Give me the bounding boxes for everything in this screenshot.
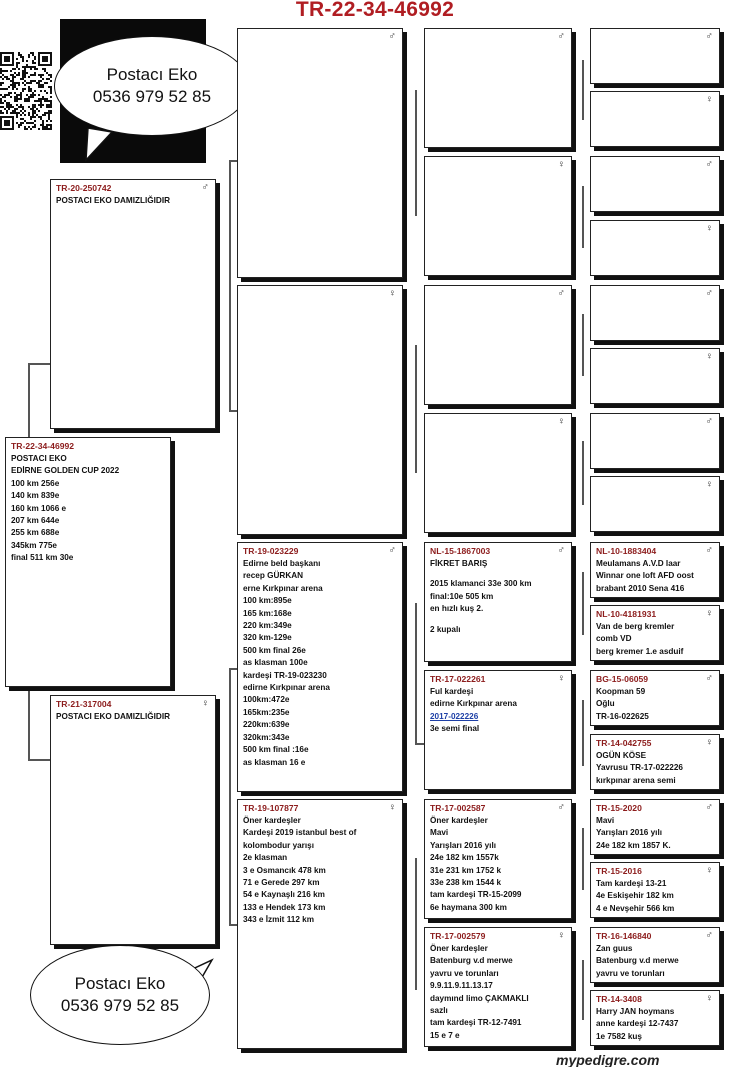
female-icon: ♀: [557, 930, 565, 941]
contact-phone: 0536 979 52 85: [92, 87, 212, 106]
connector-line: [582, 572, 584, 635]
bubble-tail-top: [82, 128, 122, 164]
pedigree-note-line: 140 km 839e: [11, 491, 60, 501]
connector-line: [28, 687, 30, 759]
male-icon: ♂: [557, 31, 565, 42]
male-icon: ♂: [201, 182, 209, 193]
connector-line: [582, 828, 584, 890]
ring-number: TR-14-042755: [596, 738, 652, 748]
male-icon: ♂: [705, 31, 713, 42]
pedigree-notes: [596, 943, 715, 980]
pedigree-box-g5-12: [590, 734, 720, 790]
pedigree-note-line: Tam kardeşi 13-21: [596, 879, 667, 888]
pedigree-note-line: kırkpınar arena semi: [596, 775, 676, 785]
pedigree-notes: [430, 558, 567, 636]
male-icon: ♂: [388, 545, 396, 556]
pedigree-note-line: tam kardeşi TR-12-7491: [430, 1018, 522, 1028]
male-icon: ♂: [705, 545, 713, 556]
female-icon: ♀: [557, 673, 565, 684]
pedigree-box-g5-10: [590, 605, 720, 661]
pedigree-note-line: 2015 klamanci 33e 300 km: [430, 579, 532, 589]
connector-line: [582, 60, 584, 120]
pedigree-note-line: 500 km final 26e: [243, 645, 306, 655]
pedigree-box-sire-dam: [237, 285, 403, 535]
pedigree-note-line: Oğlu: [596, 699, 615, 709]
pedigree-note-line: 2e klasman: [243, 853, 288, 863]
pedigree-note-line: sazlı: [430, 1006, 448, 1016]
pedigree-note-line: Öner kardeşler: [430, 944, 488, 953]
pedigree-box-sire-sire: [237, 28, 403, 278]
pedigree-notes: [596, 621, 715, 658]
contact-name: Postacı Eko: [74, 974, 166, 993]
pedigree-notes: [56, 711, 211, 723]
pedigree-note-line: kolombodur yarışı: [243, 840, 314, 850]
pedigree-notes: [596, 1006, 715, 1043]
pedigree-box-dss: [424, 542, 572, 662]
pedigree-note-line: as klasman 16 e: [243, 757, 306, 767]
pedigree-notes: [596, 558, 715, 595]
pedigree-note-line: as klasman 100e: [243, 658, 308, 668]
ring-number: TR-19-023229: [243, 546, 299, 556]
female-icon: ♀: [705, 479, 713, 490]
pedigree-note-line: [430, 570, 567, 578]
male-icon: ♂: [705, 159, 713, 170]
connector-line: [582, 441, 584, 505]
connector-line: [229, 668, 231, 924]
pedigree-box-sds: [424, 285, 572, 405]
pedigree-note-line: Yarışları 2016 yılı: [430, 840, 497, 850]
pedigree-box-ddd: [424, 927, 572, 1047]
pedigree-box-g5-4: [590, 220, 720, 276]
pedigree-note-line: Koopman 59: [596, 687, 646, 696]
pedigree-box-sire: [50, 179, 216, 429]
pedigree-note-line: POSTACI EKO DAMIZLIĞIDIR: [56, 712, 171, 721]
ring-number: BG-15-06059: [596, 674, 649, 684]
ring-number: TR-14-3408: [596, 994, 642, 1004]
pedigree-note-line: Mavi: [430, 828, 449, 838]
pedigree-box-dsd: [424, 670, 572, 790]
ring-number: TR-17-002579: [430, 931, 486, 941]
ring-number: TR-17-022261: [430, 674, 486, 684]
pedigree-note-line: Batenburg v.d merwe: [596, 956, 679, 966]
male-icon: ♂: [705, 930, 713, 941]
pedigree-note-line: 4e Eskişehir 182 km: [596, 891, 674, 901]
ring-number: NL-10-1883404: [596, 546, 657, 556]
pedigree-note-line: 220km:639e: [243, 720, 290, 730]
contact-bubble-bottom: [30, 945, 210, 1045]
pedigree-note-line: 343 e İzmit 112 km: [243, 915, 315, 925]
pedigree-box-sss: [424, 28, 572, 148]
pedigree-note-line: Öner kardeşler: [243, 816, 301, 825]
male-icon: ♂: [705, 673, 713, 684]
contact-phone: 0536 979 52 85: [60, 996, 180, 1015]
pedigree-note-line: berg kremer 1.e asduif: [596, 646, 684, 656]
pedigree-note-line: 54 e Kaynaşlı 216 km: [243, 890, 325, 900]
pedigree-note-line: 500 km final :16e: [243, 745, 309, 755]
pedigree-note-line: 2 kupalı: [430, 624, 461, 634]
ring-number: TR-17-002587: [430, 803, 486, 813]
pedigree-note-line: EDİRNE GOLDEN CUP 2022: [11, 466, 120, 476]
pedigree-box-g5-9: [590, 542, 720, 598]
pedigree-note-line: Van de berg kremler: [596, 622, 675, 631]
pedigree-note-line: Edirne beld başkanı: [243, 559, 321, 568]
ring-number: TR-19-107877: [243, 803, 299, 813]
pedigree-box-dam: [50, 695, 216, 945]
pedigree-note-line: 24e 182 km 1557k: [430, 853, 499, 863]
female-icon: ♀: [557, 159, 565, 170]
pedigree-note-line: 320 km-129e: [243, 633, 292, 643]
pedigree-box-g5-1: [590, 28, 720, 84]
pedigree-note-line: Batenburg v.d merwe: [430, 956, 513, 966]
pedigree-note-line: 165km:235e: [243, 707, 290, 717]
pedigree-note-line: POSTACI EKO DAMIZLIĞIDIR: [56, 196, 171, 205]
pedigree-note-line: yavru ve torunları: [596, 968, 665, 978]
pedigree-box-subject: [5, 437, 171, 687]
pedigree-note-line: 255 km 688e: [11, 528, 60, 538]
pedigree-box-sdd: [424, 413, 572, 533]
pedigree-note-line: 165 km:168e: [243, 608, 292, 618]
pedigree-note-line: edirne Kırkpınar arena: [243, 683, 330, 693]
female-icon: ♀: [705, 351, 713, 362]
pedigree-notes: [430, 686, 567, 736]
pedigree-note-line: 100 km 256e: [11, 478, 60, 488]
female-icon: ♀: [388, 802, 396, 813]
pedigree-note-line[interactable]: 2017-022226: [430, 711, 479, 721]
pedigree-note-line: Ful kardeşi: [430, 687, 474, 696]
connector-line: [415, 858, 417, 990]
qr-code-icon: [0, 52, 52, 130]
pedigree-note-line: Meulamans A.V.D laar: [596, 559, 681, 568]
pedigree-notes: [596, 750, 715, 787]
pedigree-note-line: Yavrusu TR-17-022226: [596, 763, 683, 773]
ring-number: TR-15-2020: [596, 803, 642, 813]
female-icon: ♀: [201, 698, 209, 709]
ring-number: TR-16-146840: [596, 931, 652, 941]
pedigree-note-line: erne Kırkpınar arena: [243, 583, 323, 593]
pedigree-title: TR-22-34-46992: [295, 0, 455, 21]
pedigree-note-line: 3e semi final: [430, 724, 480, 734]
connector-line: [28, 363, 52, 365]
connector-line: [582, 700, 584, 766]
connector-line: [28, 363, 30, 438]
pedigree-notes: [430, 815, 567, 914]
pedigree-notes: [596, 815, 715, 852]
pedigree-box-dam-dam: [237, 799, 403, 1049]
female-icon: ♀: [705, 865, 713, 876]
male-icon: ♂: [705, 416, 713, 427]
pedigree-box-g5-7: [590, 413, 720, 469]
pedigree-box-ssd: [424, 156, 572, 276]
pedigree-note-line: en hızlı kuş 2.: [430, 604, 484, 614]
pedigree-box-g5-14: [590, 862, 720, 918]
ring-number: TR-15-2016: [596, 866, 642, 876]
connector-line: [582, 960, 584, 1020]
pedigree-note-line: recep GÜRKAN: [243, 571, 304, 581]
connector-line: [28, 759, 52, 761]
pedigree-note-line: tam kardeşi TR-15-2099: [430, 890, 522, 900]
pedigree-note-line: [430, 616, 567, 624]
pedigree-notes: [596, 878, 715, 915]
pedigree-box-g5-2: [590, 91, 720, 147]
pedigree-note-line: 33e 238 km 1544 k: [430, 878, 502, 888]
pedigree-note-line: 320km:343e: [243, 732, 290, 742]
pedigree-note-line: 220 km:349e: [243, 621, 292, 631]
male-icon: ♂: [557, 802, 565, 813]
connector-line: [582, 186, 584, 248]
pedigree-notes: [11, 453, 166, 565]
male-icon: ♂: [557, 288, 565, 299]
pedigree-note-line: 100km:472e: [243, 695, 290, 705]
ring-number: NL-15-1867003: [430, 546, 491, 556]
pedigree-note-line: Zan guus: [596, 944, 633, 953]
ring-number: TR-20-250742: [56, 183, 112, 193]
pedigree-note-line: yavru ve torunları: [430, 968, 499, 978]
pedigree-note-line: 15 e 7 e: [430, 1030, 460, 1040]
male-icon: ♂: [388, 31, 396, 42]
pedigree-box-g5-8: [590, 476, 720, 532]
pedigree-notes: [56, 195, 211, 207]
female-icon: ♀: [705, 608, 713, 619]
ring-number: NL-10-4181931: [596, 609, 657, 619]
pedigree-note-line: edirne Kırkpınar arena: [430, 699, 517, 709]
pedigree-note-line: brabant 2010 Sena 416: [596, 583, 685, 593]
ring-number: TR-22-34-46992: [11, 441, 75, 451]
pedigree-note-line: Winnar one loft AFD oost: [596, 571, 694, 581]
pedigree-box-g5-11: [590, 670, 720, 726]
connector-line: [229, 160, 231, 410]
pedigree-note-line: Kardeşi 2019 istanbul best of: [243, 828, 357, 838]
pedigree-box-g5-16: [590, 990, 720, 1046]
male-icon: ♂: [705, 288, 713, 299]
pedigree-notes: [430, 943, 567, 1042]
pedigree-box-g5-13: [590, 799, 720, 855]
pedigree-note-line: TR-16-022625: [596, 711, 649, 721]
pedigree-note-line: 345km 775e: [11, 540, 57, 550]
connector-line: [582, 314, 584, 376]
pedigree-box-g5-15: [590, 927, 720, 983]
pedigree-note-line: Mavi: [596, 816, 615, 825]
ring-number: TR-21-317004: [56, 699, 112, 709]
pedigree-note-line: comb VD: [596, 634, 632, 644]
connector-line: [415, 743, 424, 745]
pedigree-box-g5-6: [590, 348, 720, 404]
pedigree-note-line: Öner kardeşler: [430, 816, 488, 825]
connector-line: [415, 90, 417, 216]
pedigree-box-dds: [424, 799, 572, 919]
male-icon: ♂: [557, 545, 565, 556]
contact-name: Postacı Eko: [106, 65, 198, 84]
pedigree-note-line: Yarışları 2016 yılı: [596, 828, 663, 838]
pedigree-note-line: Harry JAN hoymans: [596, 1007, 675, 1016]
connector-line: [415, 603, 417, 743]
pedigree-box-dam-sire: [237, 542, 403, 792]
pedigree-note-line: 71 e Gerede 297 km: [243, 878, 320, 888]
pedigree-note-line: 31e 231 km 1752 k: [430, 865, 502, 875]
female-icon: ♀: [388, 288, 396, 299]
female-icon: ♀: [705, 737, 713, 748]
pedigree-note-line: 160 km 1066 e: [11, 503, 67, 513]
pedigree-note-line: final 511 km 30e: [11, 553, 74, 563]
pedigree-note-line: POSTACI EKO: [11, 454, 67, 463]
contact-bubble-top: [54, 36, 250, 136]
pedigree-note-line: 9.9.11.9.11.13.17: [430, 981, 493, 991]
male-icon: ♂: [705, 802, 713, 813]
female-icon: ♀: [557, 416, 565, 427]
pedigree-note-line: 3 e Osmancık 478 km: [243, 865, 326, 875]
pedigree-note-line: daymınd limo ÇAKMAKLI: [430, 993, 529, 1003]
pedigree-note-line: kardeşi TR-19-023230: [243, 670, 327, 680]
pedigree-note-line: OGÜN KÖSE: [596, 751, 647, 760]
pedigree-note-line: 100 km:895e: [243, 596, 292, 606]
female-icon: ♀: [705, 94, 713, 105]
pedigree-note-line: anne kardeşi 12-7437: [596, 1019, 679, 1029]
female-icon: ♀: [705, 993, 713, 1004]
pedigree-note-line: 4 e Nevşehir 566 km: [596, 903, 675, 913]
pedigree-note-line: 24e 182 km 1857 K.: [596, 840, 671, 850]
pedigree-note-line: FİKRET BARIŞ: [430, 559, 488, 568]
pedigree-note-line: 133 e Hendek 173 km: [243, 902, 326, 912]
connector-line: [415, 345, 417, 473]
pedigree-note-line: final:10e 505 km: [430, 591, 494, 601]
pedigree-box-g5-3: [590, 156, 720, 212]
pedigree-note-line: 1e 7582 kuş: [596, 1031, 642, 1041]
pedigree-notes: [596, 686, 715, 723]
pedigree-notes: [243, 558, 398, 769]
pedigree-note-line: 207 km 644e: [11, 516, 60, 526]
pedigree-notes: [243, 815, 398, 927]
female-icon: ♀: [705, 223, 713, 234]
pedigree-box-g5-5: [590, 285, 720, 341]
pedigree-note-line: 6e haymana 300 km: [430, 902, 507, 912]
watermark: mypedigre.com: [556, 1052, 660, 1067]
